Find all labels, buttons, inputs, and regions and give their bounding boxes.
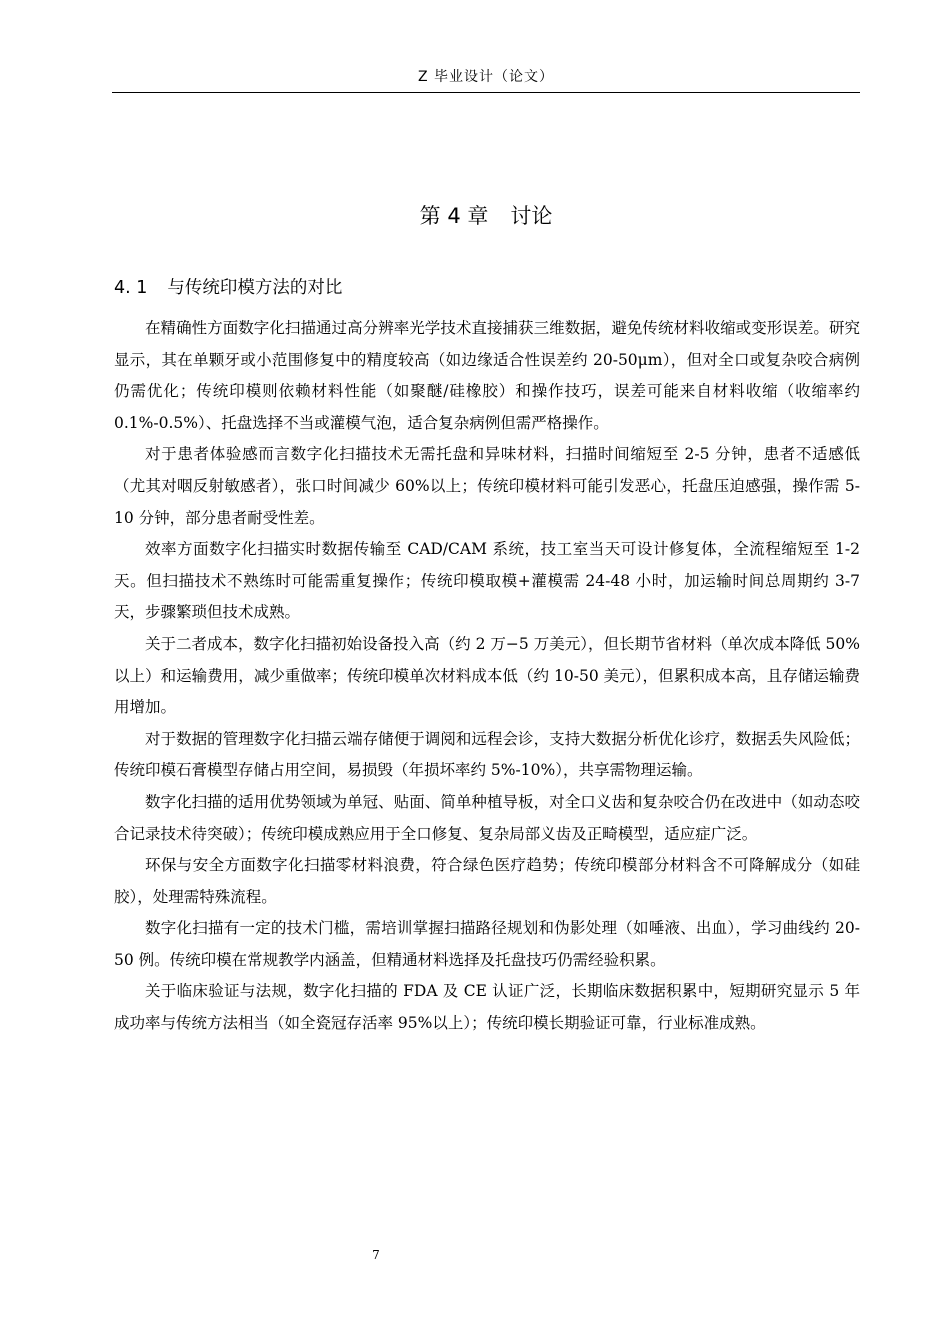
paragraph-data-management: 对于数据的管理数字化扫描云端存储便于调阅和远程会诊，支持大数据分析优化诊疗，数据丢失风险低；传统印模石膏模型存储占用空间，易损毁（年损坏率约 5%-10%），共享需物理运输。	[114, 729, 860, 780]
paragraph-indications: 数字化扫描的适用优势领域为单冠、贴面、简单种植导板，对全口义齿和复杂咬合仍在改进中（如动态咬合记录技术待突破）；传统印模成熟应用于全口修复、复杂局部义齿及正畸模型，适应症广泛。	[114, 792, 860, 843]
paragraph-environment-safety: 环保与安全方面数字化扫描零材料浪费，符合绿色医疗趋势；传统印模部分材料含不可降解成分（如硅胶），处理需特殊流程。	[114, 856, 860, 906]
chapter-number: 第 4 章	[419, 204, 489, 228]
paragraph-clinical-validation: 关于临床验证与法规，数字化扫描的 FDA 及 CE 认证广泛，长期临床数据积累中，短期研究显示 5 年成功率与传统方法相当（如全瓷冠存活率 95%以上）；传统印模长期验证可靠，行业标准成熟。	[114, 982, 860, 1033]
section-title: 与传统印模方法的对比	[167, 278, 343, 298]
paragraph-cost: 关于二者成本，数字化扫描初始设备投入高（约 2 万−5 万美元），但长期节省材料（单次成本降低 50%以上）和运输费用，减少重做率；传统印模单次材料成本低（约 10-50 美元），但累积成本高，且存储运输费用增加。	[114, 634, 860, 717]
paragraph-patient-experience: 对于患者体验感而言数字化扫描技术无需托盘和异味材料，扫描时间缩短至 2-5 分钟，患者不适感低（尤其对咽反射敏感者），张口时间减少 60%以上；传统印模材料可能引发恶心，托盘压迫感强，操作需 5-10 分钟，部分患者耐受性差。	[114, 445, 860, 527]
section-number: 4. 1	[114, 278, 148, 298]
paragraph-accuracy: 在精确性方面数字化扫描通过高分辨率光学技术直接捕获三维数据，避免传统材料收缩或变形误差。研究显示，其在单颗牙或小范围修复中的精度较高（如边缘适合性误差约 20-50μm），但对全口或复杂咬合病例仍需优化；传统印模则依赖材料性能（如聚醚/硅橡胶）和操作技巧，误差可能来自材料收缩（收缩率约 0.1%-0.5%）、托盘选择不当或灌模气泡，适合复杂病例但需严格操作。	[114, 319, 860, 432]
page-header: Z 毕业设计（论文）	[417, 69, 555, 85]
paragraph-learning-curve: 数字化扫描有一定的技术门槛，需培训掌握扫描路径规划和伪影处理（如唾液、出血），学习曲线约 20-50 例。传统印模在常规教学内涵盖，但精通材料选择及托盘技巧仍需经验积累。	[114, 919, 860, 969]
paragraph-efficiency: 效率方面数字化扫描实时数据传输至 CAD/CAM 系统，技工室当天可设计修复体，全流程缩短至 1-2 天。但扫描技术不熟练时可能需重复操作；传统印模取模+灌模需 24-48 小时，加运输时间总周期约 3-7 天，步骤繁琐但技术成熟。	[114, 540, 860, 622]
section-heading	[114, 273, 342, 303]
chapter-name: 讨论	[510, 204, 553, 228]
body-text	[114, 313, 860, 1040]
chapter-title	[112, 201, 860, 231]
header-rule	[112, 92, 860, 93]
page-number: 7	[372, 1248, 380, 1262]
